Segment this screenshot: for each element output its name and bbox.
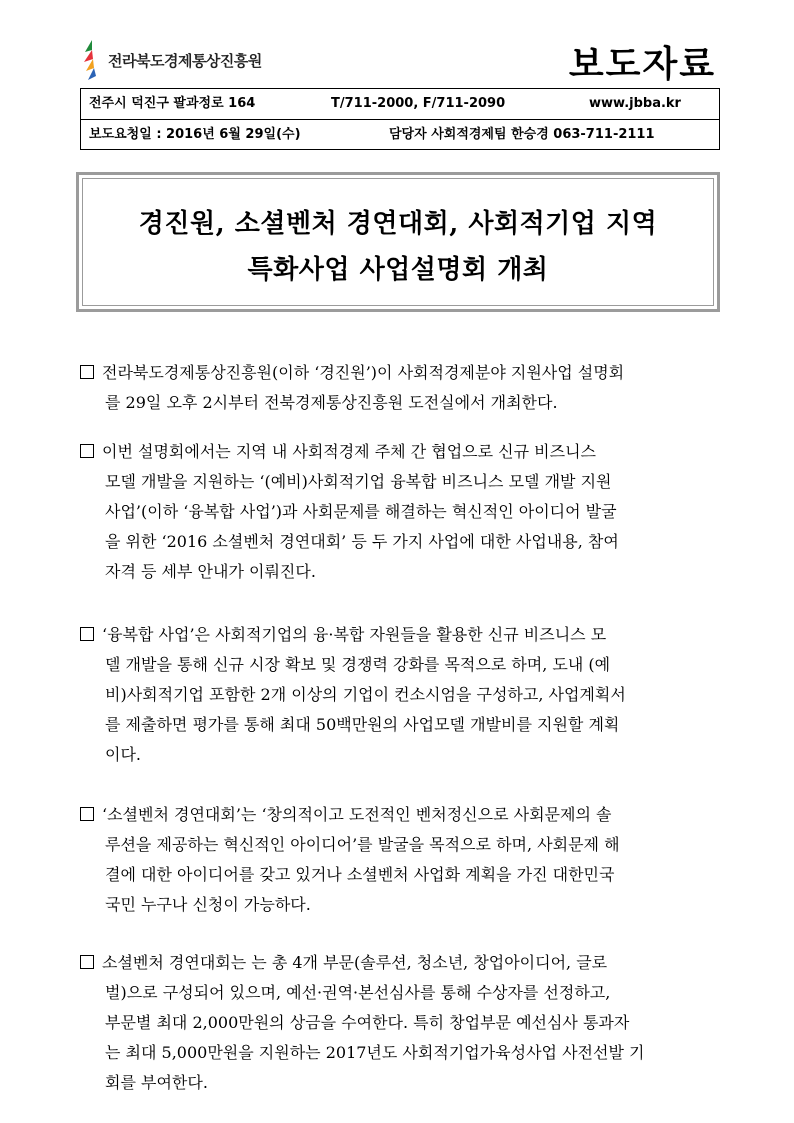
- press-release-heading: 보도자료: [568, 44, 716, 85]
- paragraph-line: 결에 대한 아이디어를 갖고 있거나 소셜벤처 사업화 계획을 가진 대한민국: [105, 865, 615, 884]
- paragraph-line: ‘융복합 사업’은 사회적기업의 융·복합 자원들을 활용한 신규 비즈니스 모: [102, 625, 607, 644]
- request-date: 보도요청일 : 2016년 6월 29일(수): [89, 127, 301, 142]
- checkbox-bullet-icon: [80, 955, 94, 969]
- paragraph-3: [80, 620, 720, 770]
- paragraph-2: [80, 437, 720, 587]
- paragraph-line: 이다.: [105, 745, 141, 764]
- address: 전주시 덕진구 팔과정로 164: [89, 96, 256, 111]
- paragraph-line: 루션을 제공하는 혁신적인 아이디어’를 발굴을 목적으로 하며, 사회문제 해: [105, 835, 620, 854]
- paragraph-line: 부문별 최대 2,000만원의 상금을 수여한다. 특히 창업부문 예선심사 통과자: [105, 1013, 630, 1032]
- paragraph-1: [80, 358, 720, 418]
- headline: [79, 201, 717, 293]
- paragraph-line: 벌)으로 구성되어 있으며, 예선·권역·본선심사를 통해 수상자를 선정하고,: [105, 983, 611, 1002]
- org-name: 전라북도경제통상진흥원: [108, 51, 262, 70]
- info-table: [80, 88, 720, 150]
- paragraph-line: 소셜벤처 경연대회는 는 총 4개 부문(솔루션, 청소년, 창업아이디어, 글로: [102, 953, 608, 972]
- paragraph-line: 국민 누구나 신청이 가능하다.: [105, 895, 311, 914]
- info-row-request: [81, 120, 719, 150]
- paragraph-line: 이번 설명회에서는 지역 내 사회적경제 주체 간 협업으로 신규 비즈니스: [102, 442, 596, 461]
- checkbox-bullet-icon: [80, 627, 94, 641]
- headline-line-2: 특화사업 사업설명회 개최: [247, 255, 549, 285]
- paragraph-line: 사업’(이하 ‘융복합 사업’)과 사회문제를 해결하는 혁신적인 아이디어 발굴: [105, 502, 617, 521]
- paragraph-line: 전라북도경제통상진흥원(이하 ‘경진원’)이 사회적경제분야 지원사업 설명회: [102, 363, 625, 382]
- paragraph-line: 는 최대 5,000만원을 지원하는 2017년도 사회적기업가육성사업 사전선발 기: [105, 1043, 645, 1062]
- paragraph-line: 모델 개발을 지원하는 ‘(예비)사회적기업 융복합 비즈니스 모델 개발 지원: [105, 472, 612, 491]
- checkbox-bullet-icon: [80, 807, 94, 821]
- paragraph-line: 을 위한 ‘2016 소셜벤처 경연대회’ 등 두 가지 사업에 대한 사업내용, 참여: [105, 532, 619, 551]
- paragraph-line: 회를 부여한다.: [105, 1073, 208, 1092]
- info-row-contact: [81, 89, 719, 120]
- paragraph-line: 를 29일 오후 2시부터 전북경제통상진흥원 도전실에서 개최한다.: [105, 393, 558, 412]
- paragraph-line: 비)사회적기업 포함한 2개 이상의 기업이 컨소시엄을 구성하고, 사업계획서: [105, 685, 626, 704]
- title-box: [76, 172, 720, 312]
- website-link[interactable]: www.jbba.kr: [589, 96, 681, 111]
- paragraph-line: 델 개발을 통해 신규 시장 확보 및 경쟁력 강화를 목적으로 하며, 도내 (예: [105, 655, 611, 674]
- phone-fax: T/711-2000, F/711-2090: [331, 96, 506, 111]
- headline-line-1: 경진원, 소셜벤처 경연대회, 사회적기업 지역: [138, 209, 658, 239]
- paragraph-5: [80, 948, 720, 1098]
- org-logo-icon: [82, 40, 102, 80]
- org-logo: [82, 40, 262, 80]
- paragraph-4: [80, 800, 720, 920]
- checkbox-bullet-icon: [80, 365, 94, 379]
- paragraph-line: 를 제출하면 평가를 통해 최대 50백만원의 사업모델 개발비를 지원할 계획: [105, 715, 620, 734]
- checkbox-bullet-icon: [80, 444, 94, 458]
- paragraph-line: ‘소셜벤처 경연대회’는 ‘창의적이고 도전적인 벤처정신으로 사회문제의 솔: [102, 805, 612, 824]
- paragraph-line: 자격 등 세부 안내가 이뤄진다.: [105, 562, 316, 581]
- contact-person: 담당자 사회적경제팀 한승경 063-711-2111: [389, 127, 655, 142]
